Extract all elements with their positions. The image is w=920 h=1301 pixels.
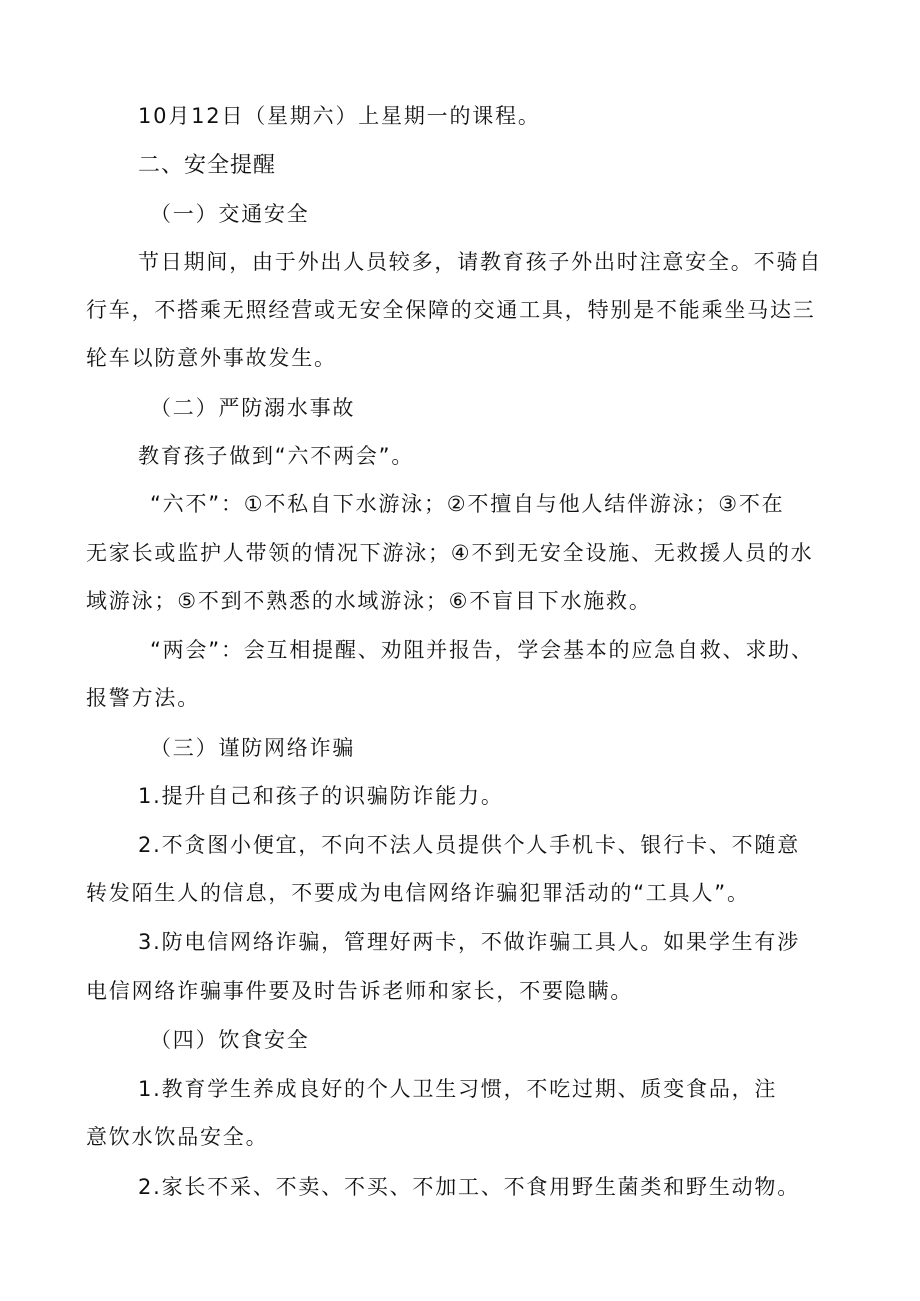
paragraph-line: 行车，不搭乘无照经营或无安全保障的交通工具，特别是不能乘坐马达三 bbox=[86, 298, 816, 322]
list-item: 2.不贪图小便宜，不向不法人员提供个人手机卡、银行卡、不随意 bbox=[138, 833, 801, 857]
text-line-schedule: 10月12日（星期六）上星期一的课程。 bbox=[138, 104, 541, 128]
paragraph-line: “六不”：①不私自下水游泳；②不擅自与他人结伴游泳；③不在 bbox=[150, 492, 785, 516]
list-item: 1.教育学生养成良好的个人卫生习惯，不吃过期、质变食品，注 bbox=[138, 1077, 778, 1101]
paragraph-line: 无家长或监护人带领的情况下游泳；④不到无安全设施、无救援人员的水 bbox=[86, 541, 814, 565]
subheading-drowning: （二）严防溺水事故 bbox=[150, 396, 356, 420]
list-item: 1.提升自己和孩子的识骗防诈能力。 bbox=[138, 784, 504, 808]
section-heading-safety: 二、安全提醒 bbox=[138, 153, 277, 178]
paragraph-line: 报警方法。 bbox=[86, 686, 200, 710]
subheading-traffic: （一）交通安全 bbox=[150, 202, 310, 226]
paragraph-line: 教育孩子做到“六不两会”。 bbox=[138, 444, 415, 468]
paragraph-line: 节日期间，由于外出人员较多，请教育孩子外出时注意安全。不骑自 bbox=[138, 250, 822, 274]
list-item: 3.防电信网络诈骗，管理好两卡，不做诈骗工具人。如果学生有涉 bbox=[138, 930, 801, 954]
paragraph-line: 转发陌生人的信息，不要成为电信网络诈骗犯罪活动的“工具人”。 bbox=[86, 881, 750, 905]
paragraph-line: 意饮水饮品安全。 bbox=[86, 1125, 269, 1149]
list-item: 2.家长不采、不卖、不买、不加工、不食用野生菌类和野生动物。 bbox=[138, 1175, 801, 1199]
paragraph-line: 电信网络诈骗事件要及时告诉老师和家长，不要隐瞒。 bbox=[86, 979, 634, 1003]
paragraph-line: 域游泳；⑤不到不熟悉的水域游泳；⑥不盲目下水施救。 bbox=[86, 589, 652, 613]
subheading-food: （四）饮食安全 bbox=[150, 1028, 310, 1052]
paragraph-line: “两会”：会互相提醒、劝阻并报告，学会基本的应急自救、求助、 bbox=[150, 638, 814, 662]
subheading-fraud: （三）谨防网络诈骗 bbox=[150, 736, 356, 760]
paragraph-line: 轮车以防意外事故发生。 bbox=[86, 346, 337, 370]
